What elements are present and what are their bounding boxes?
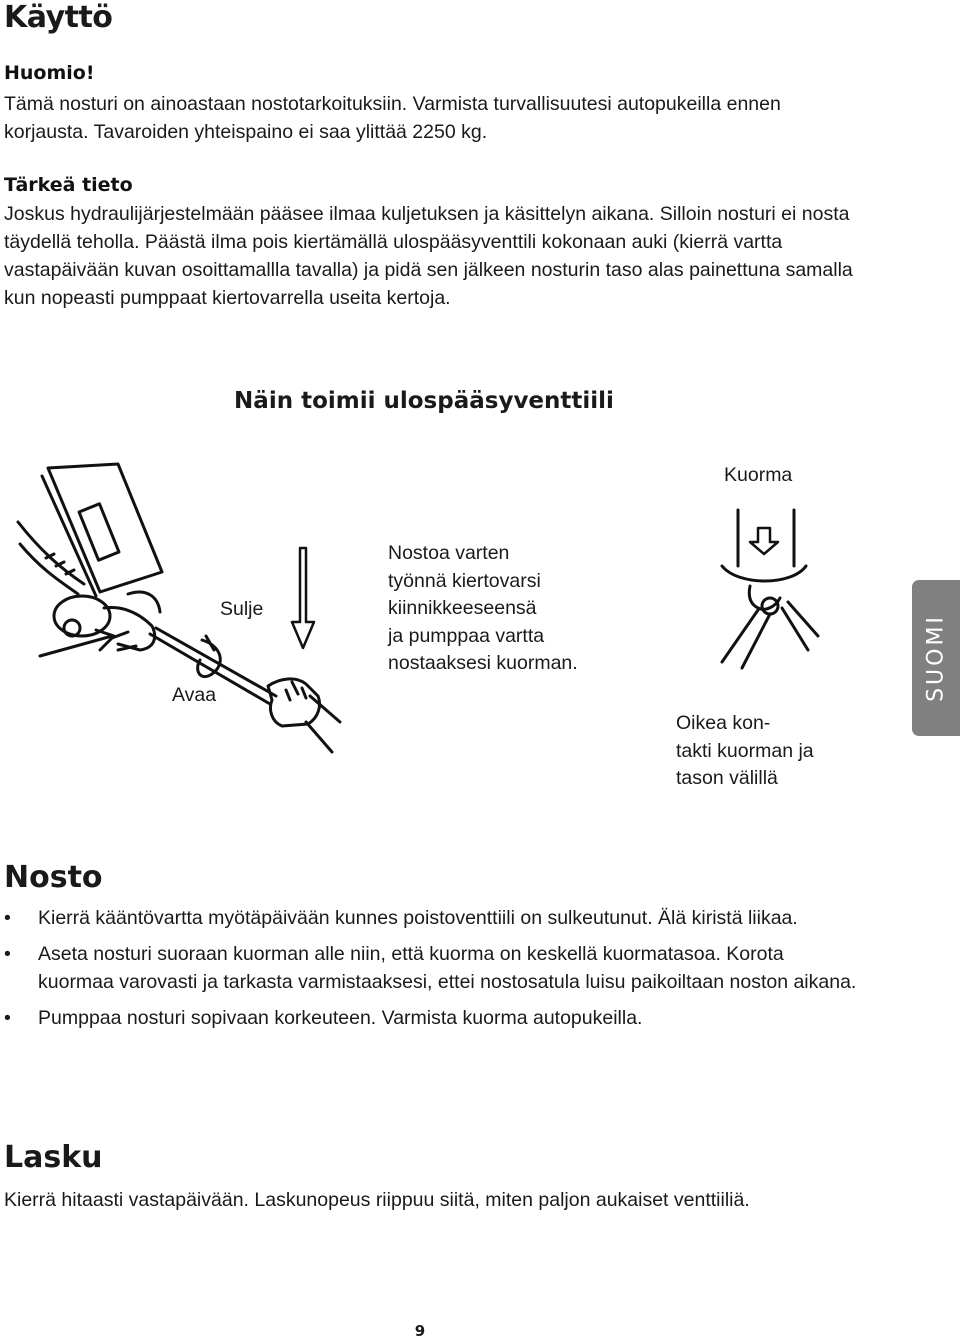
warning-label: Huomio! [4,62,95,84]
important-label: Tärkeä tieto [4,174,133,196]
language-tab [912,580,960,736]
lowering-text: Kierrä hitaasti vastapäivään. Laskunopeus riippuu siitä, miten paljon aukaiset venttiiliä. [4,1189,750,1211]
page-title: Käyttö [4,0,113,35]
important-text: Joskus hydraulijärjestelmään pääsee ilmaa kuljetuksen ja käsittelyn aikana. Silloin nosturi ei nosta täydellä teholla. Päästä ilma pois kiertämällä ulospääsyventtili kokonaan auki (kierrä vartta vastapäivään kuvan osoittamallla tavalla) ja pidä sen jälkeen nosturin taso alas painettuna samalla kun nopeasti pumppaat kiertovarrella useita kertoja. [4,203,853,309]
lifting-steps [4,904,864,1040]
valve-illustration [0,460,360,760]
saddle-illustration [700,500,820,680]
section-title-lowering: Lasku [4,1140,103,1175]
caption-contact: Oikea kon- takti kuorman ja tason välillä [676,712,814,789]
load-arrow [750,528,778,554]
bullet-icon: • [4,907,11,929]
section-title-lifting: Nosto [4,860,103,895]
jack-slot [79,504,119,560]
figure-title: Näin toimii ulospääsyventtiili [234,388,614,414]
arrow-to-valve [40,636,112,656]
bullet-icon: • [4,1007,11,1029]
language-tab-label: SUOMI [923,614,949,702]
label-close: Sulje [220,598,264,620]
valve-housing [54,596,110,636]
list-item: • Kierrä kääntövartta myötäpäivään kunnes poistoventtiili on sulkeutunut. Älä kiristä liikaa. [4,904,864,932]
label-open: Avaa [172,684,217,706]
down-arrow [292,548,314,648]
list-item: • Pumppaa nosturi sopivaan korkeuteen. Varmista kuorma autopukeilla. [4,1004,864,1032]
page-number: 9 [414,1322,426,1340]
warning-text: Tämä nosturi on ainoastaan nostotarkoituksiin. Varmista turvallisuutesi autopukeilla ennen korjausta. Tavaroiden yhteispaino ei saa ylittää 2250 kg. [4,93,781,143]
saddle [722,566,806,581]
caption-lift: Nostoa varten työnnä kiertovarsi kiinnikkeeseensä ja pumppaa vartta nostaaksesi kuorman. [388,542,578,674]
label-load: Kuorma [724,464,793,486]
list-item: • Aseta nosturi suoraan kuorman alle niin, että kuorma on keskellä kuormatasoa. Korota kuormaa varovasti ja tarkasta varmistaaksesi, ettei nostosatula luisu paikoiltaan noston aikana. [4,940,864,996]
bullet-icon: • [4,943,11,965]
